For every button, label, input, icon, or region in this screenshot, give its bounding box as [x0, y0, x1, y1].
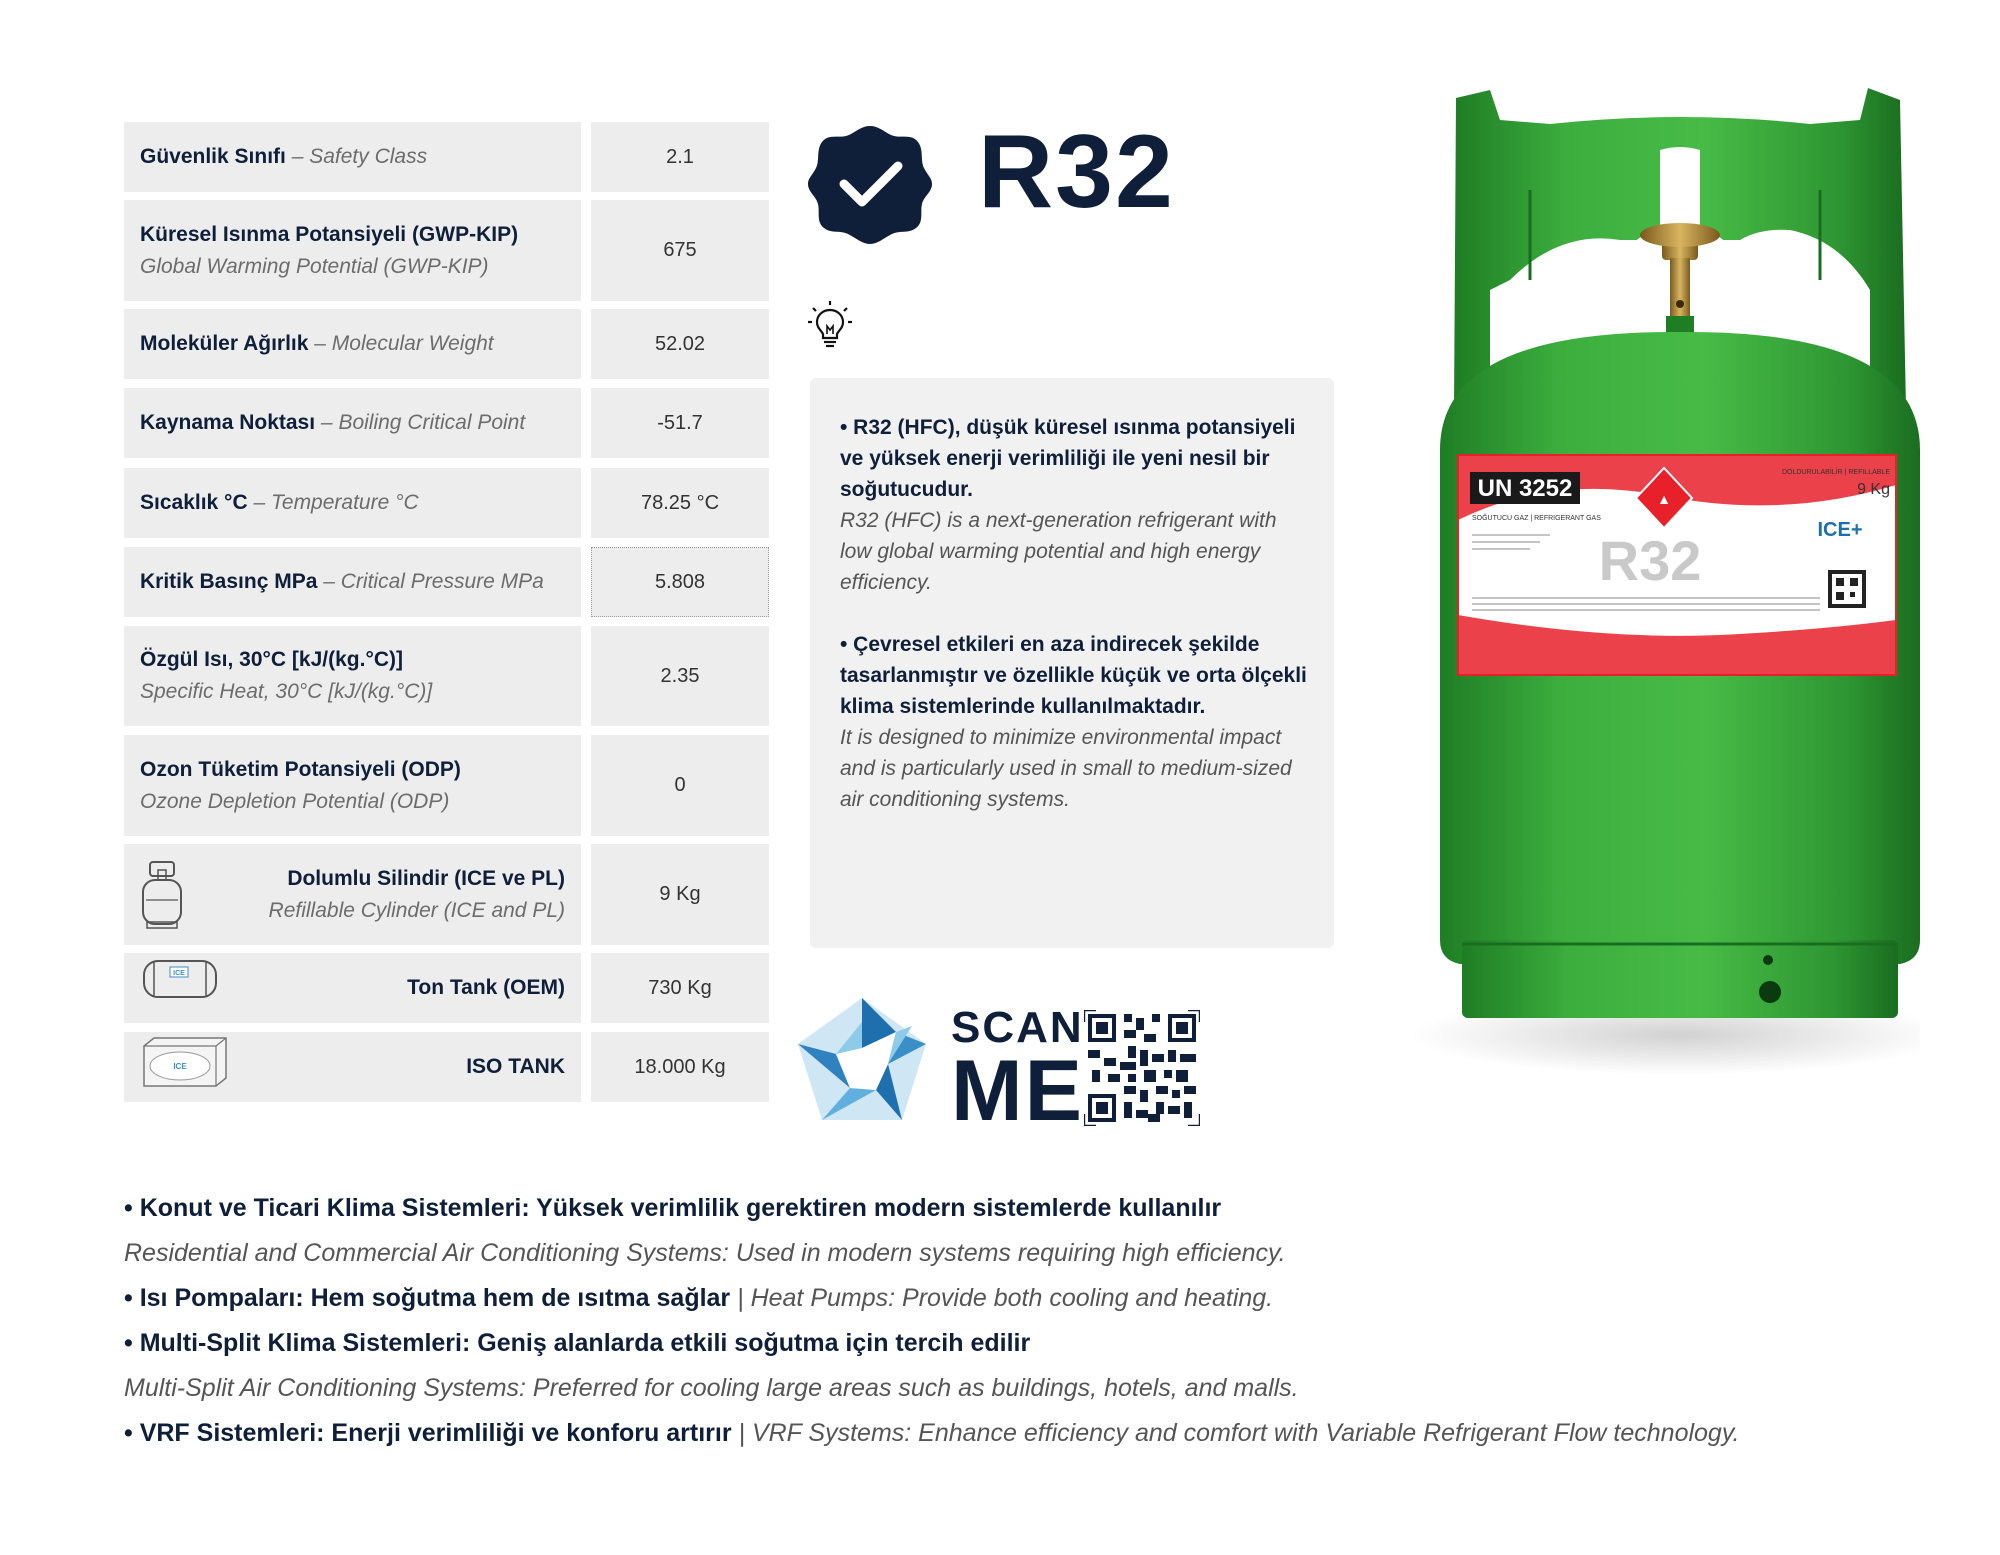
- spec-row-temperature: [124, 468, 769, 538]
- spec-label: [124, 200, 581, 301]
- spec-value: 78.25 °C: [591, 468, 769, 538]
- spec-label-en: Safety Class: [309, 145, 428, 168]
- spec-label-en: Global Warming Potential (GWP-KIP): [140, 254, 489, 278]
- application-item-3: • Multi-Split Klima Sistemleri: Geniş alanlarda etkili soğutma için tercih edilir: [124, 1329, 1031, 1357]
- application-item-2: [124, 1276, 1944, 1321]
- qr-code-icon[interactable]: [1084, 1010, 1200, 1126]
- spec-value: 2.35: [591, 626, 769, 726]
- spec-row-iso-tank: [124, 1032, 769, 1102]
- spec-label-tr: Küresel Isınma Potansiyeli (GWP-KIP): [140, 222, 519, 246]
- application-item-4-separator: |: [731, 1419, 752, 1447]
- svg-text:▲: ▲: [1657, 491, 1671, 507]
- label-refillable: DOLDURULABİLİR | REFILLABLE: [1781, 469, 1890, 476]
- spec-label: [124, 626, 581, 726]
- cylinder-image: [1400, 80, 1920, 1180]
- label-brand: ICE+: [1817, 519, 1863, 541]
- ton-tank-icon: [140, 957, 220, 1001]
- spec-label: [124, 953, 581, 1023]
- spec-row-odp: [124, 735, 769, 836]
- spec-label: [124, 309, 581, 379]
- spec-label-tr: Kaynama Noktası: [140, 411, 316, 434]
- svg-text:ICE: ICE: [173, 1062, 187, 1071]
- application-item-1-en: Residential and Commercial Air Conditioning Systems: Used in modern systems requiring high efficiency.: [124, 1239, 1286, 1267]
- spec-label-tr: ISO TANK: [466, 1055, 565, 1078]
- spec-label: [124, 547, 581, 617]
- spec-label-separator: –: [247, 491, 271, 514]
- spec-row-safety-class: [124, 122, 769, 192]
- info-box: [810, 378, 1334, 948]
- spec-label-en: Temperature °C: [270, 491, 419, 514]
- application-item-4-tr: • VRF Sistemleri: Enerji verimliliği ve konforu artırır: [124, 1419, 732, 1447]
- spec-row-boiling-point: [124, 388, 769, 458]
- spec-row-gwp: [124, 200, 769, 301]
- scan-line-1: SCAN: [951, 1003, 1084, 1052]
- application-item-4-en: VRF Systems: Enhance efficiency and comfort with Variable Refrigerant Flow technology.: [751, 1419, 1740, 1447]
- spec-label-separator: –: [315, 411, 339, 434]
- application-item-2-en: Heat Pumps: Provide both cooling and heating.: [750, 1284, 1274, 1312]
- spec-label: [124, 468, 581, 538]
- scan-me-text: [951, 1003, 1084, 1139]
- spec-value: 5.808: [591, 547, 769, 617]
- check-badge-icon: [808, 122, 932, 246]
- svg-text:ICE: ICE: [173, 970, 185, 977]
- spec-label-separator: –: [308, 332, 332, 355]
- application-item-2-tr: • Isı Pompaları: Hem soğutma hem de ısıtma sağlar: [124, 1284, 731, 1312]
- spec-label-en: Ozone Depletion Potential (ODP): [140, 789, 450, 813]
- label-un-number: UN 3252: [1477, 475, 1573, 502]
- application-item-1: • Konut ve Ticari Klima Sistemleri: Yüksek verimlilik gerektiren modern sistemlerde kullanılır: [124, 1194, 1222, 1222]
- spec-label-en: Critical Pressure MPa: [340, 570, 544, 593]
- application-item-3-en: Multi-Split Air Conditioning Systems: Preferred for cooling large areas such as buildings, hotels, and malls.: [124, 1374, 1299, 1402]
- spec-label-tr: Özgül Isı, 30°C [kJ/(kg.°C)]: [140, 648, 404, 671]
- spec-value: -51.7: [591, 388, 769, 458]
- spec-row-specific-heat: [124, 626, 769, 726]
- application-item-2-separator: |: [730, 1284, 751, 1312]
- spec-label-tr: Ozon Tüketim Potansiyeli (ODP): [140, 757, 461, 781]
- spec-value: 9 Kg: [591, 844, 769, 945]
- spec-label: [124, 122, 581, 192]
- spec-label-tr: Güvenlik Sınıfı: [140, 145, 286, 168]
- spec-row-critical-pressure: [124, 547, 769, 617]
- application-item-4: [124, 1411, 1944, 1456]
- spec-value: 730 Kg: [591, 953, 769, 1023]
- spec-label-tr: Moleküler Ağırlık: [140, 332, 309, 355]
- spec-label-en: Boiling Critical Point: [338, 411, 526, 434]
- scan-logo-icon: [792, 992, 932, 1132]
- spec-label-separator: –: [285, 145, 310, 168]
- scan-line-2: ME: [951, 1043, 1084, 1139]
- spec-value: 675: [591, 200, 769, 301]
- label-product: R32: [1598, 529, 1702, 592]
- label-weight: 9 Kg: [1857, 481, 1890, 498]
- info-paragraph-2-tr: • Çevresel etkileri en aza indirecek şekilde tasarlanmıştır ve özellikle küçük ve orta ölçekli klima sistemlerinde kullanılmaktadır.: [840, 633, 1307, 718]
- iso-tank-icon: [140, 1034, 230, 1090]
- spec-label-en: Specific Heat, 30°C [kJ/(kg.°C)]: [140, 680, 433, 703]
- spec-label: [124, 388, 581, 458]
- spec-value: 0: [591, 735, 769, 836]
- spec-label: [124, 1032, 581, 1102]
- spec-row-refillable-cylinder: [124, 844, 769, 945]
- spec-label-tr: Dolumlu Silindir (ICE ve PL): [287, 866, 565, 890]
- lightbulb-icon: [808, 300, 852, 348]
- cylinder-icon: [140, 860, 184, 930]
- info-paragraph-1-en: R32 (HFC) is a next-generation refrigerant with low global warming potential and high energy efficiency.: [840, 509, 1277, 594]
- spec-label-tr: Kritik Basınç MPa: [140, 570, 318, 593]
- spec-label: [124, 735, 581, 836]
- label-gas-type: SOĞUTUCU GAZ | REFRIGERANT GAS: [1472, 515, 1601, 522]
- spec-label-separator: –: [317, 570, 341, 593]
- info-paragraph-2-en: It is designed to minimize environmental impact and is particularly used in small to medium-sized air conditioning systems.: [840, 726, 1292, 811]
- spec-label-en: Refillable Cylinder (ICE and PL): [268, 898, 565, 922]
- spec-row-molecular-weight: [124, 309, 769, 379]
- application-list: [124, 1186, 1944, 1456]
- product-title: R32: [978, 114, 1175, 230]
- spec-value: 2.1: [591, 122, 769, 192]
- spec-value: 18.000 Kg: [591, 1032, 769, 1102]
- info-paragraph-1-tr: • R32 (HFC), düşük küresel ısınma potansiyeli ve yüksek enerji verimliliği ile yeni nesil bir soğutucudur.: [840, 416, 1296, 501]
- spec-label: [124, 844, 581, 945]
- spec-row-ton-tank: [124, 953, 769, 1023]
- spec-label-tr: Ton Tank (OEM): [407, 976, 565, 999]
- spec-label-tr: Sıcaklık °C: [140, 491, 248, 514]
- spec-value: 52.02: [591, 309, 769, 379]
- spec-label-en: Molecular Weight: [331, 332, 494, 355]
